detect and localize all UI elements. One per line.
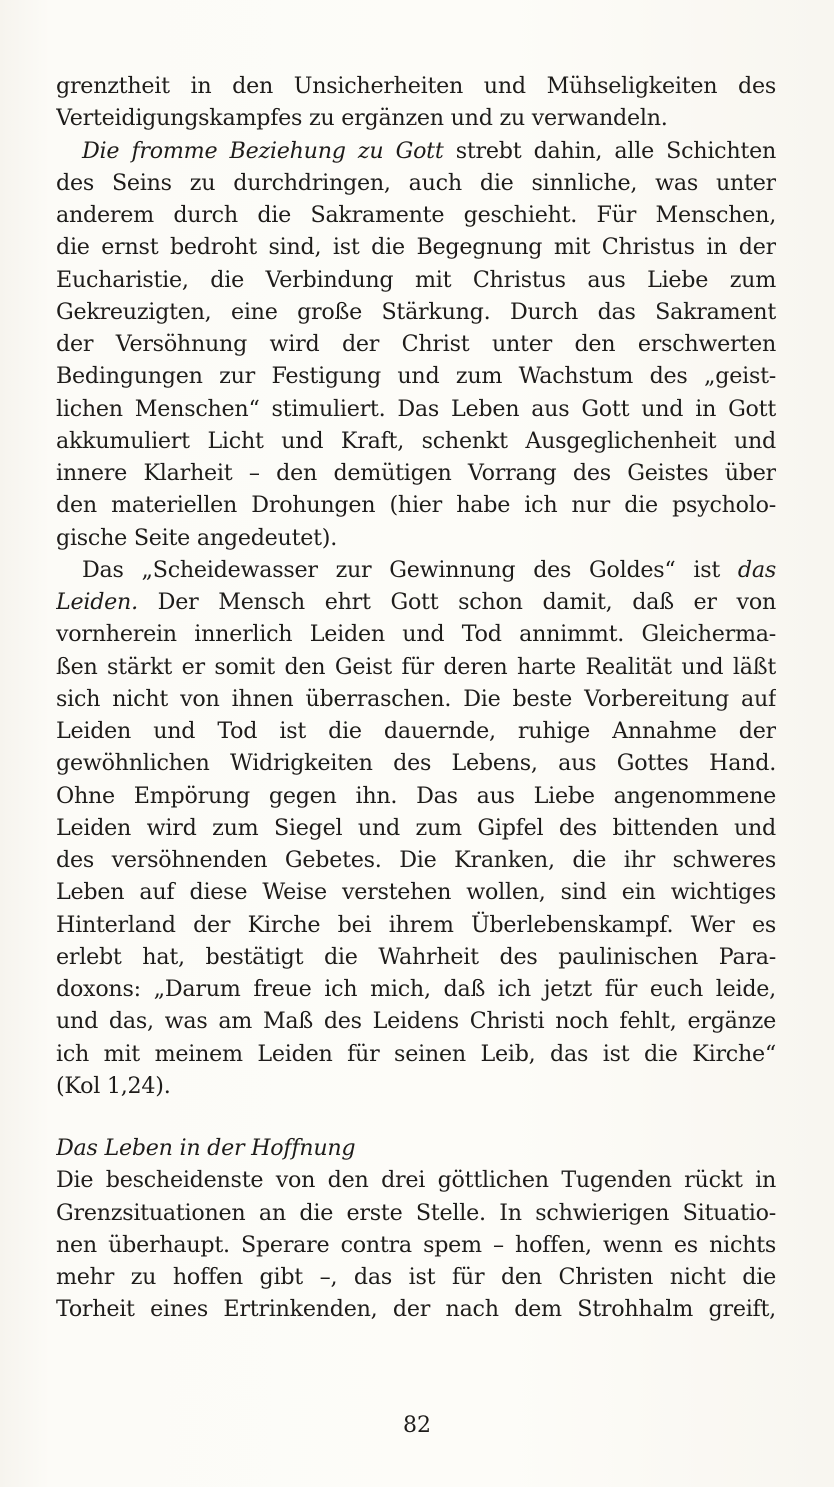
text-line: gewöhnlichen Widrigkeiten des Lebens, aus Gottes Hand. xyxy=(56,750,776,777)
italic-phrase: Leiden. xyxy=(56,589,138,615)
text-line: erlebt hat, bestätigt die Wahrheit des paulinischen Para- xyxy=(56,943,776,970)
text-line xyxy=(56,135,776,167)
page-number: 82 xyxy=(403,1413,431,1438)
text-line: Leiden wird zum Siegel und zum Gipfel des bittenden und xyxy=(56,814,776,841)
text-line: Die bescheidenste von den drei göttlichen Tugenden rückt in xyxy=(56,1167,776,1194)
text-line: Eucharistie, die Verbindung mit Christus aus Liebe zum xyxy=(56,266,776,293)
body-text xyxy=(56,70,776,1326)
text-line: den materiellen Drohungen (hier habe ich nur die psycholo- xyxy=(56,492,776,519)
text-line: ich mit meinem Leiden für seinen Leib, das ist die Kirche“ xyxy=(56,1040,776,1067)
text-line: der Versöhnung wird der Christ unter den erschwerten xyxy=(56,331,776,357)
text-run: Das „Scheidewasser zur Gewinnung des Goldes“ ist xyxy=(82,556,738,583)
text-line: Grenzsituationen an die erste Stelle. In schwierigen Situatio- xyxy=(56,1199,776,1226)
text-line: des versöhnenden Gebetes. Die Kranken, die ihr schweres xyxy=(56,847,776,873)
text-line: Ohne Empörung gegen ihn. Das aus Liebe angenommene xyxy=(56,782,776,809)
text-run: strebt dahin, alle Schichten xyxy=(443,137,776,164)
italic-phrase: das xyxy=(737,556,776,583)
text-line: mehr zu hoffen gibt –, das ist für den Christen nicht die xyxy=(56,1264,776,1290)
text-line: die ernst bedroht sind, ist die Begegnung mit Christus in der xyxy=(56,234,776,261)
text-line: grenztheit in den Unsicherheiten und Mühseligkeiten des xyxy=(56,73,776,99)
text-line xyxy=(56,554,776,586)
text-line: Bedingungen zur Festigung und zum Wachstum des „geist- xyxy=(56,363,776,390)
text-line: (Kol 1,24). xyxy=(56,1072,171,1099)
text-line: Leben auf diese Weise verstehen wollen, sind ein wichtiges xyxy=(56,879,776,906)
text-line: lichen Menschen“ stimuliert. Das Leben aus Gott und in Gott xyxy=(56,395,776,422)
text-line: vornherein innerlich Leiden und Tod annimmt. Gleicherma- xyxy=(56,621,776,648)
text-line: nen überhaupt. Sperare contra spem – hoffen, wenn es nichts xyxy=(56,1231,776,1258)
text-line: ßen stärkt er somit den Geist für deren harte Realität und läßt xyxy=(56,653,776,680)
text-line: Leiden und Tod ist die dauernde, ruhige Annahme der xyxy=(56,718,776,744)
section-heading: Das Leben in der Hoffnung xyxy=(56,1135,356,1161)
text-line: Gekreuzigten, eine große Stärkung. Durch das Sakrament xyxy=(56,298,776,325)
text-line: Verteidigungskampfes zu ergänzen und zu verwandeln. xyxy=(56,105,668,132)
text-line: innere Klarheit – den demütigen Vorrang des Geistes über xyxy=(56,460,776,486)
text-line: und das, was am Maß des Leidens Christi noch fehlt, ergänze xyxy=(56,1008,776,1035)
text-line: Torheit eines Ertrinkenden, der nach dem Strohhalm greift, xyxy=(56,1296,776,1323)
text-run: Der Mensch ehrt Gott schon damit, daß er von xyxy=(137,589,776,615)
text-line: Hinterland der Kirche bei ihrem Überlebenskampf. Wer es xyxy=(56,911,776,938)
text-line: akkumuliert Licht und Kraft, schenkt Ausgeglichenheit und xyxy=(56,427,776,454)
text-line: gische Seite angedeutet). xyxy=(56,524,338,551)
text-line: doxons: „Darum freue ich mich, daß ich jetzt für euch leide, xyxy=(56,976,776,1002)
text-line: des Seins zu durchdringen, auch die sinnliche, was unter xyxy=(56,169,776,196)
section-spacer xyxy=(56,1102,776,1132)
text-line: anderem durch die Sakramente geschieht. Für Menschen, xyxy=(56,202,776,228)
text-line: sich nicht von ihnen überraschen. Die beste Vorbereitung auf xyxy=(56,685,776,712)
text-line xyxy=(56,586,776,618)
italic-phrase: Die fromme Beziehung zu Gott xyxy=(82,137,444,164)
